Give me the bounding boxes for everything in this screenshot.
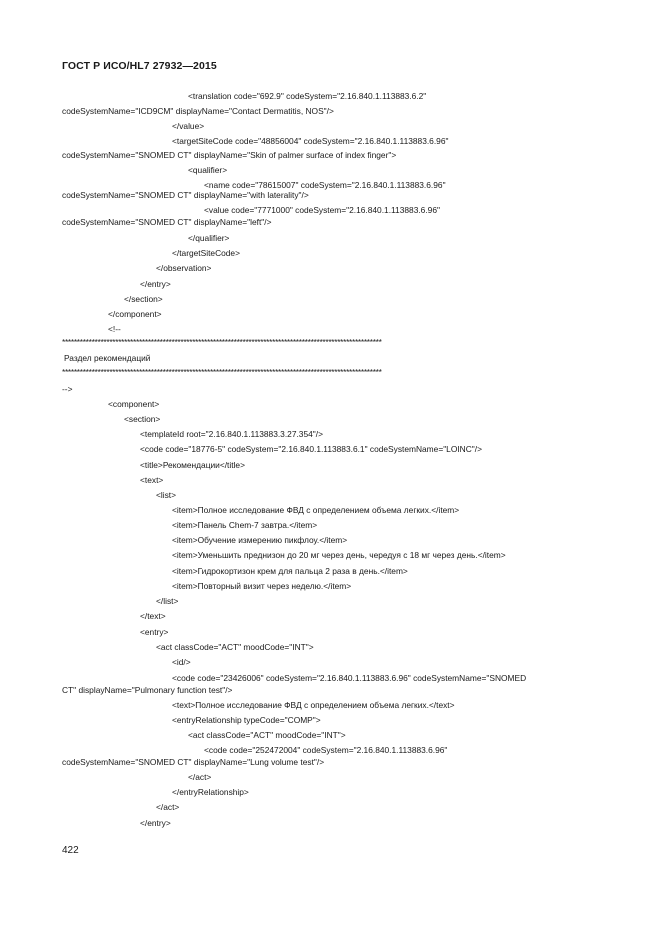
code-line: <act classCode="ACT" moodCode="INT"> [156, 642, 314, 652]
code-line: </component> [108, 309, 162, 319]
code-line: <item>Уменьшить преднизон до 20 мг через день, чередуя с 18 мг через день.</item> [172, 550, 506, 560]
code-line: <item>Панель Chem-7 завтра.</item> [172, 520, 318, 530]
code-line: </targetSiteCode> [172, 248, 240, 258]
code-line: codeSystemName="SNOMED CT" displayName="Skin of palmer surface of index finger"> [62, 150, 397, 160]
code-line: <!-- [108, 324, 121, 334]
code-line: <item>Полное исследование ФВД с определением объема легких.</item> [172, 505, 460, 515]
code-line: <text> [140, 475, 164, 485]
code-line: </value> [172, 121, 205, 131]
code-line: <entry> [140, 627, 169, 637]
code-line: <code code="23426006" codeSystem="2.16.840.1.113883.6.96" codeSystemName="SNOMED [172, 673, 527, 683]
code-line: codeSystemName="ICD9CM" displayName="Contact Dermatitis, NOS"/> [62, 106, 334, 116]
code-line: <item>Повторный визит через неделю.</item> [172, 581, 352, 591]
code-line: <code code="18776-5" codeSystem="2.16.840.1.113883.6.1" codeSystemName="LOINC"/> [140, 444, 482, 454]
code-line: <qualifier> [188, 165, 228, 175]
document-header: ГОСТ Р ИСО/HL7 27932—2015 [62, 60, 217, 72]
code-line: <translation code="692.9" codeSystem="2.16.840.1.113883.6.2" [188, 91, 427, 101]
code-line: <text>Полное исследование ФВД с определением объема легких.</text> [172, 700, 455, 710]
code-line: <id/> [172, 657, 191, 667]
code-line: <item>Гидрокортизон крем для пальца 2 раза в день.</item> [172, 566, 408, 576]
code-line: </observation> [156, 263, 212, 273]
code-line: <templateId root="2.16.840.1.113883.3.27.354"/> [140, 429, 323, 439]
code-line: <code code="252472004" codeSystem="2.16.840.1.113883.6.96" [204, 745, 448, 755]
code-line: </entry> [140, 818, 171, 828]
code-line: <entryRelationship typeCode="COMP"> [172, 715, 321, 725]
code-line: <list> [156, 490, 177, 500]
code-line: </act> [156, 802, 180, 812]
code-line: </qualifier> [188, 233, 230, 243]
code-line: <section> [124, 414, 161, 424]
code-line: CT" displayName="Pulmonary function test"/> [62, 685, 233, 695]
code-line: <act classCode="ACT" moodCode="INT"> [188, 730, 346, 740]
code-line: </list> [156, 596, 179, 606]
code-line: </text> [140, 611, 166, 621]
comment-separator: ************************************************************************************************************ [62, 338, 382, 346]
page-number: 422 [62, 845, 79, 856]
code-line: --> [62, 384, 73, 394]
code-line: <component> [108, 399, 160, 409]
code-line: </entryRelationship> [172, 787, 249, 797]
code-line: codeSystemName="SNOMED CT" displayName="Lung volume test"/> [62, 757, 325, 767]
code-line: <item>Обучение измерению пикфлоу.</item> [172, 535, 348, 545]
code-line: </entry> [140, 279, 171, 289]
code-line: codeSystemName="SNOMED CT" displayName="with laterality"/> [62, 190, 309, 200]
code-line: <name code="78615007" codeSystem="2.16.840.1.113883.6.96" [204, 180, 446, 190]
code-line: </act> [188, 772, 212, 782]
comment-separator: ************************************************************************************************************ [62, 368, 382, 376]
code-line: <value code="7771000" codeSystem="2.16.840.1.113883.6.96" [204, 205, 440, 215]
code-line: <title>Рекомендации</title> [140, 460, 245, 470]
code-line: <targetSiteCode code="48856004" codeSystem="2.16.840.1.113883.6.96" [172, 136, 449, 146]
code-line: </section> [124, 294, 163, 304]
code-line: codeSystemName="SNOMED CT" displayName="left"/> [62, 217, 272, 227]
section-comment-title: Раздел рекомендаций [64, 353, 151, 363]
